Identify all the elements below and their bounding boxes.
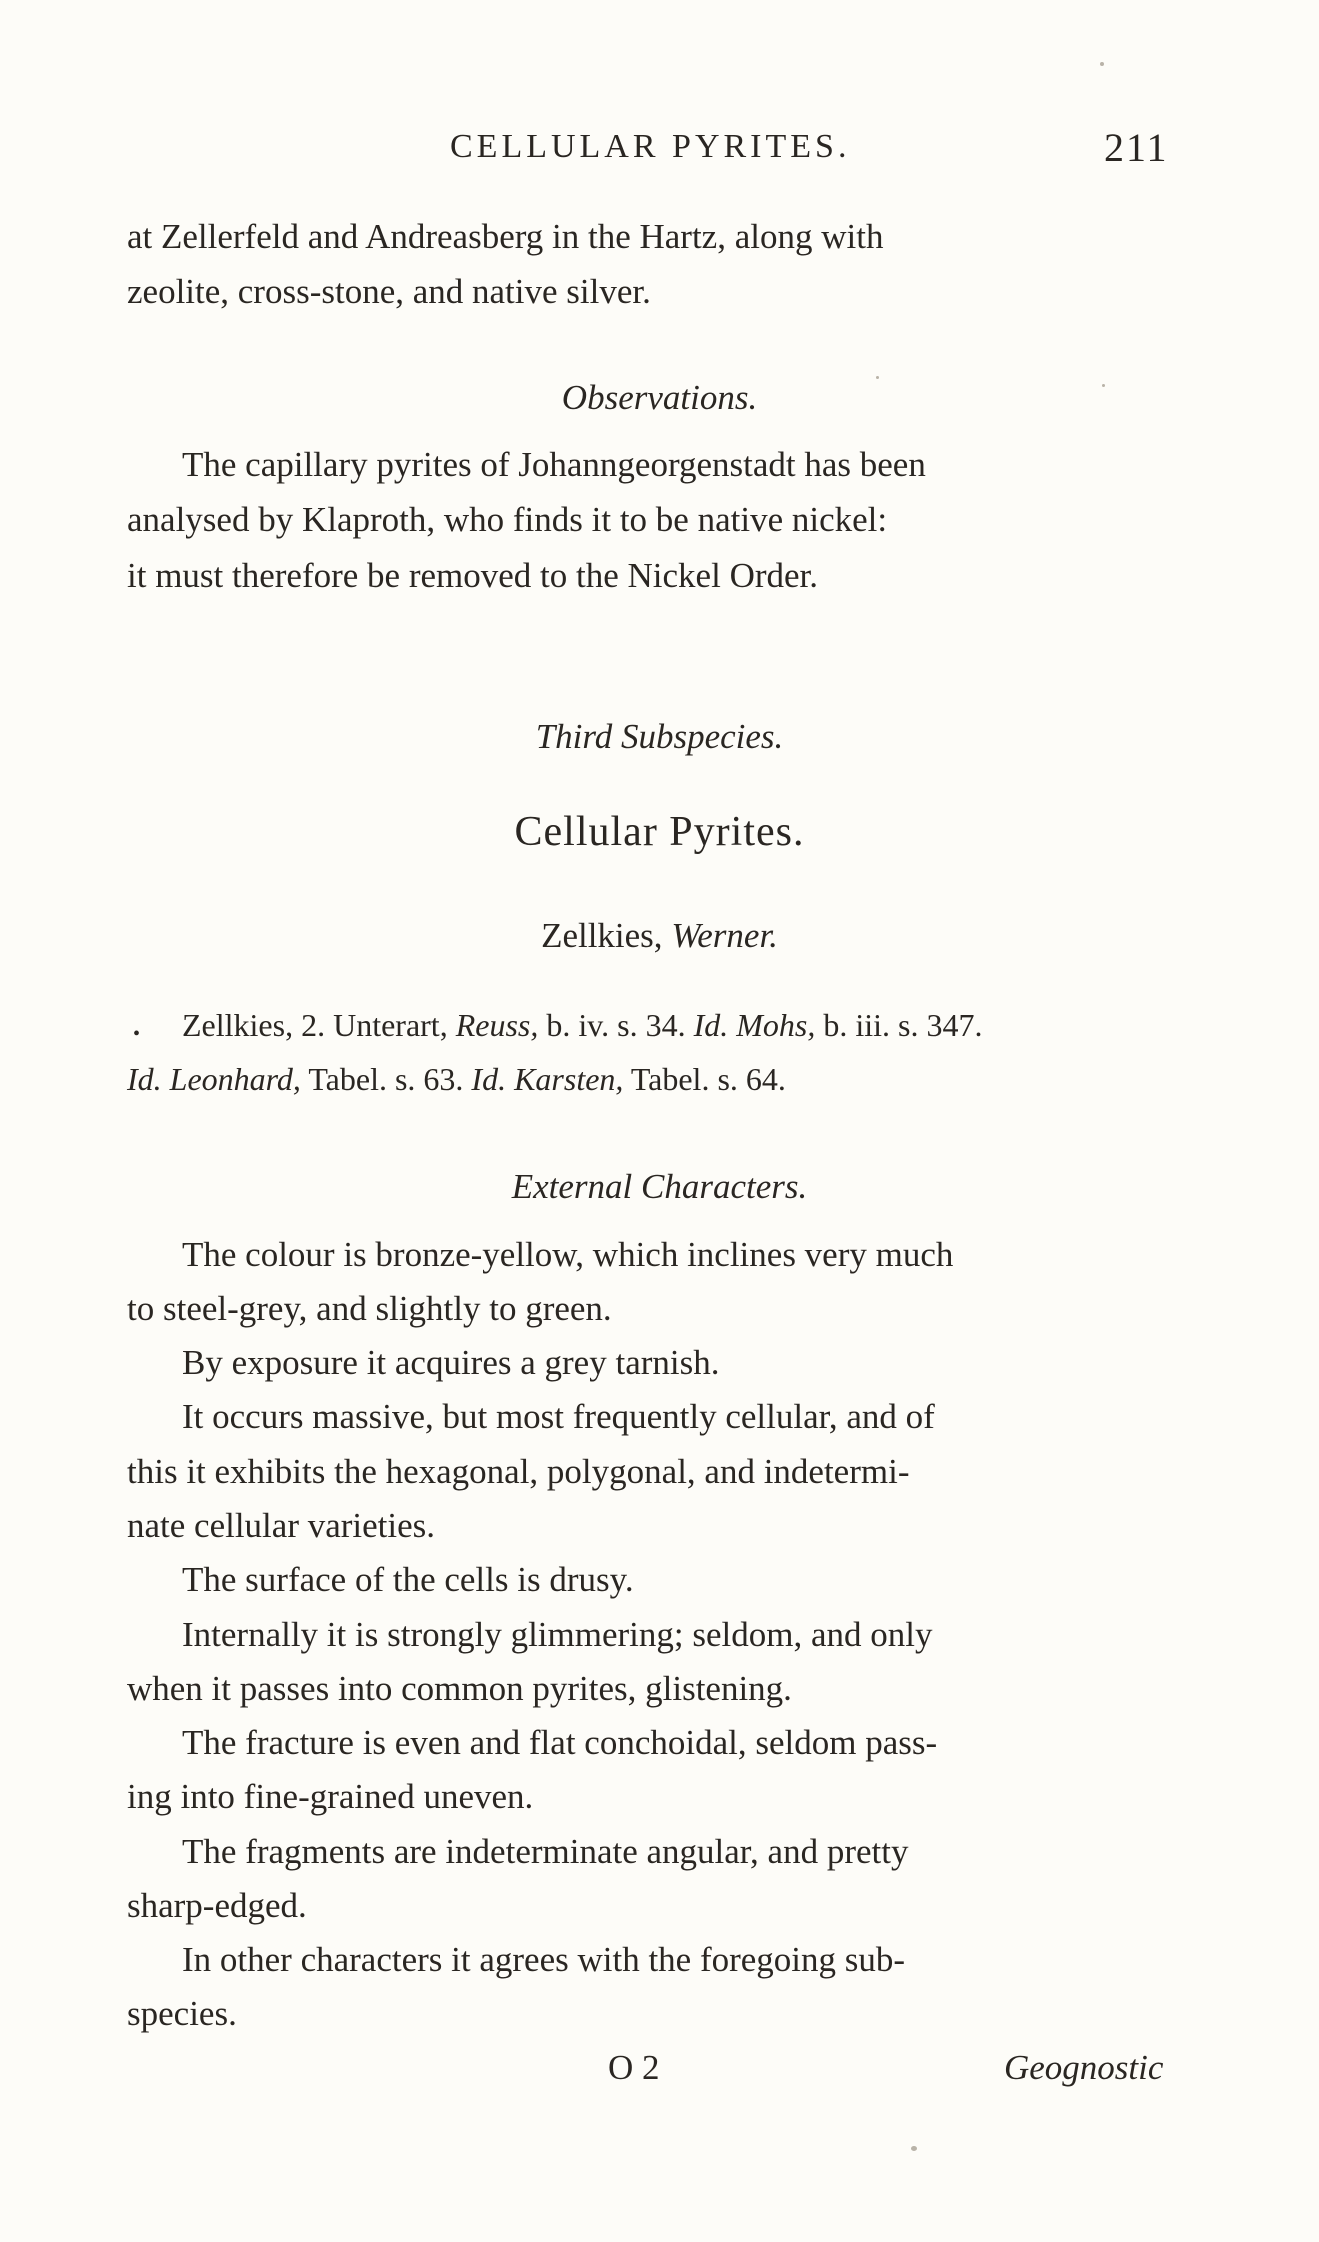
- ref-author: Id. Karsten,: [471, 1061, 624, 1097]
- text-line: this it exhibits the hexagonal, polygonal, and indetermi-: [127, 1452, 910, 1491]
- reference-line: [182, 1007, 983, 1044]
- text-line: The fragments are indeterminate angular, and pretty: [182, 1832, 909, 1871]
- species-name: Cellular Pyrites.: [514, 809, 805, 855]
- synonym-name: Zellkies,: [541, 916, 663, 955]
- text-line: at Zellerfeld and Andreasberg in the Hartz, along with: [127, 217, 884, 256]
- paper-speck: [1100, 62, 1104, 66]
- external-heading: External Characters.: [511, 1167, 808, 1206]
- text-line: The fracture is even and flat conchoidal, seldom pass-: [182, 1723, 938, 1762]
- subspecies-heading: Third Subspecies.: [535, 717, 784, 756]
- text-line: The colour is bronze-yellow, which inclines very much: [182, 1235, 954, 1274]
- text-line: By exposure it acquires a grey tarnish.: [182, 1343, 720, 1382]
- paper-speck: [911, 2146, 917, 2151]
- text-line: analysed by Klaproth, who finds it to be native nickel:: [127, 500, 888, 539]
- ref-text: b. iii. s. 347.: [823, 1007, 983, 1043]
- text-line: zeolite, cross-stone, and native silver.: [127, 272, 651, 311]
- text-line: it must therefore be removed to the Nickel Order.: [127, 556, 819, 595]
- signature-mark: O 2: [608, 2048, 660, 2087]
- ref-text: Tabel. s. 63.: [308, 1061, 464, 1097]
- text-line: ing into fine-grained uneven.: [127, 1777, 534, 1816]
- ref-author: Reuss,: [455, 1007, 539, 1043]
- page-number: 211: [1104, 125, 1169, 170]
- ref-text: b. iv. s. 34.: [546, 1007, 686, 1043]
- running-title: CELLULAR PYRITES.: [450, 128, 851, 165]
- text-line: nate cellular varieties.: [127, 1506, 436, 1545]
- text-line: when it passes into common pyrites, glistening.: [127, 1669, 792, 1708]
- bullet-icon: •: [133, 1023, 141, 1045]
- text-line: The surface of the cells is drusy.: [182, 1560, 634, 1599]
- text-line: sharp-edged.: [127, 1886, 307, 1925]
- text-line: The capillary pyrites of Johanngeorgenstadt has been: [182, 445, 926, 484]
- text-line: species.: [127, 1994, 237, 2033]
- ref-text: Zellkies, 2. Unterart,: [182, 1007, 448, 1043]
- observations-heading: Observations.: [561, 378, 758, 417]
- text-line: to steel-grey, and slightly to green.: [127, 1289, 612, 1328]
- reference-line: [127, 1061, 786, 1098]
- ref-text: Tabel. s. 64.: [630, 1061, 786, 1097]
- ref-author: Id. Leonhard,: [127, 1061, 301, 1097]
- text-line: Internally it is strongly glimmering; seldom, and only: [182, 1615, 933, 1654]
- synonym-author: Werner.: [671, 916, 778, 955]
- synonym-line: [0, 913, 1319, 959]
- ref-author: Id. Mohs,: [693, 1007, 816, 1043]
- catchword: Geognostic: [1004, 2048, 1164, 2087]
- text-line: In other characters it agrees with the foregoing sub-: [182, 1940, 906, 1979]
- text-line: It occurs massive, but most frequently cellular, and of: [182, 1397, 935, 1436]
